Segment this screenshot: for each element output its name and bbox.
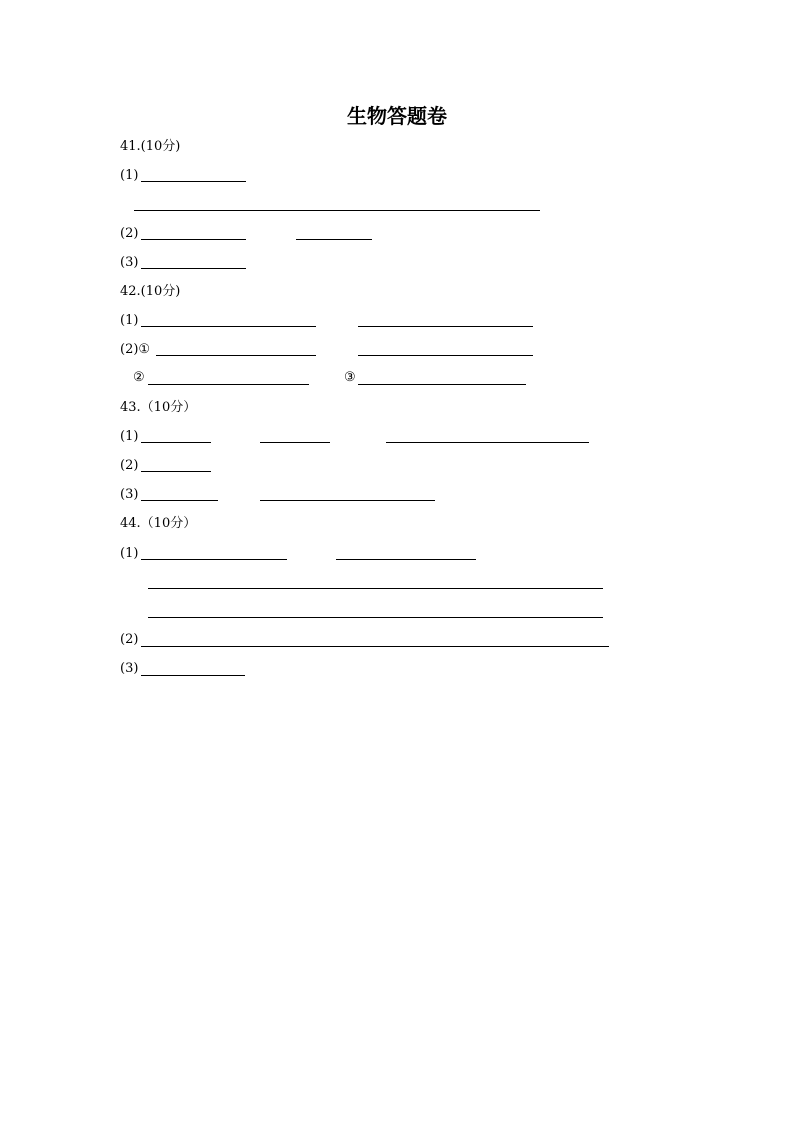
q41-part3-blank[interactable] [141, 268, 246, 269]
q43-part1-blank-b[interactable] [260, 442, 330, 443]
q41-part1-long-blank[interactable] [134, 210, 540, 211]
q43-part1-blank-c[interactable] [386, 442, 589, 443]
q43-header: 43.（10分） [120, 400, 197, 415]
q42-part2-blank-1b[interactable] [358, 355, 533, 356]
q42-part1-blank-b[interactable] [358, 326, 533, 327]
q43-part2-blank[interactable] [141, 471, 211, 472]
q41-part2-label: (2) [120, 226, 139, 241]
q42-part2-blank-2[interactable] [148, 384, 309, 385]
q44-part1-blank-a[interactable] [141, 559, 287, 560]
q41-part1-blank[interactable] [141, 181, 246, 182]
q42-part1-blank-a[interactable] [141, 326, 316, 327]
q42-header: 42.(10分) [120, 284, 181, 299]
q44-part3-blank[interactable] [141, 675, 245, 676]
q43-part3-blank-b[interactable] [260, 500, 435, 501]
q44-part1-label: (1) [120, 546, 139, 561]
q43-part1-blank-a[interactable] [141, 442, 211, 443]
q42-part2-circle2-label: ② [133, 370, 145, 385]
q42-part2-label: (2)① [120, 342, 151, 357]
q43-part2-label: (2) [120, 458, 139, 473]
q41-part3-label: (3) [120, 255, 139, 270]
q42-part1-label: (1) [120, 313, 139, 328]
q44-part2-blank[interactable] [141, 646, 609, 647]
q42-part2-blank-1[interactable] [156, 355, 316, 356]
q44-part3-label: (3) [120, 661, 139, 676]
q44-header: 44.（10分） [120, 516, 197, 531]
q42-part2-blank-3[interactable] [358, 384, 526, 385]
q43-part3-label: (3) [120, 487, 139, 502]
q41-part2-blank-b[interactable] [296, 239, 372, 240]
q43-part3-blank-a[interactable] [141, 500, 218, 501]
q44-part2-label: (2) [120, 632, 139, 647]
q41-header: 41.(10分) [120, 139, 181, 154]
q44-part1-long-blank-2[interactable] [148, 617, 603, 618]
q42-part2-circle3-label: ③ [344, 370, 356, 385]
q44-part1-blank-b[interactable] [336, 559, 476, 560]
q43-part1-label: (1) [120, 429, 139, 444]
q41-part2-blank-a[interactable] [141, 239, 246, 240]
q41-part1-label: (1) [120, 168, 139, 183]
q44-part1-long-blank-1[interactable] [148, 588, 603, 589]
page-title: 生物答题卷 [347, 104, 447, 128]
